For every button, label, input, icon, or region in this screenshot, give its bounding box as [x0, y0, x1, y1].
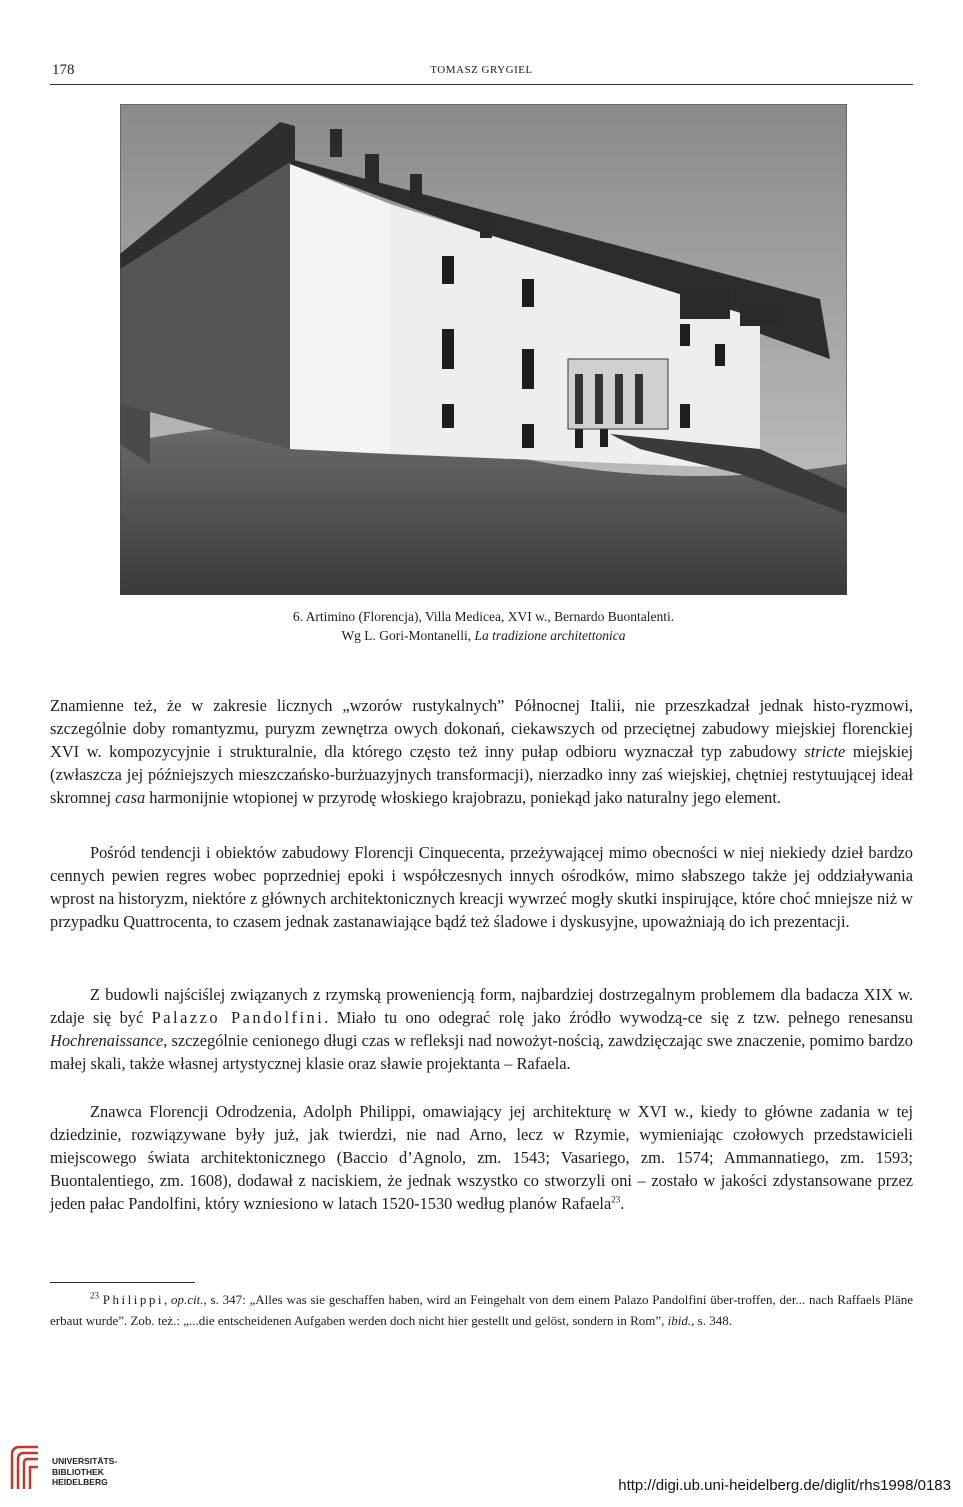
paragraph-4 [50, 1100, 913, 1215]
footnote-text2: , s. 348. [691, 1313, 732, 1328]
footnote-ibid: ibid. [667, 1313, 692, 1328]
library-line3: HEIDELBERG [52, 1477, 108, 1487]
caption-source-title: La tradizione architettonica [474, 628, 626, 643]
p3-text-e: , szczególnie cenionego długi czas w refleksji nad nowożyt-nością, zawdzięczając swe znaczenie, pomimo bardzo małej skali, także własnej artystycznej klasie oraz sławie projektanta – Rafaela. [50, 1031, 913, 1073]
p3-text-a: Z budowli najściślej związanych z rzymską proweniencją form, najbardziej dostrzegalnym problemem dla badacza XIX w. zdaje się być [50, 985, 913, 1027]
footnote-text1: , s. 347: „Alles was sie geschaffen haben, wird an Feingehalt von dem einem Palazo Pandolfini über-troffen, der... nach Raffaels Pläne erbaut wurde”. Zob. też.: „...die entscheidenen Aufgaben werden doch nicht hier gestellt und gelöst, sondern in Rom”, [50, 1292, 914, 1328]
page-header [50, 62, 913, 85]
page-number: 178 [52, 62, 75, 78]
figure-caption-line1: 6. Artimino (Florencja), Villa Medicea, XVI w., Bernardo Buontalenti. [292, 609, 675, 624]
footnote-divider [50, 1282, 195, 1283]
p1-italic-stricte: stricte [804, 742, 846, 761]
p3-text-c: . Miało tu ono odegrać rolę jako źródło wywodzą-ce się z tzw. pełnego renesansu [324, 1008, 913, 1027]
p1-text-e: harmonijnie wtopionej w przyrodę włoskiego krajobrazu, poniekąd jako naturalny jego element. [145, 788, 782, 807]
p1-text-a: Znamienne też, że w zakresie licznych „wzorów rustykalnych” Północnej Italii, nie przeszkadzał jednak histo-ryzmowi, szczególnie doby romantyzmu, puryzm zewnętrza owych dokonań, ciekawszych od przeciętnej zabudowy miejskiej florenckiej XVI w. kompozycyjnie i strukturalnie, dla którego często też inny pułap odbioru wyznaczał typ zabudowy [50, 696, 913, 761]
p1-italic-casa: casa [115, 788, 146, 807]
university-library-logo[interactable] [8, 1443, 44, 1491]
library-line1: UNIVERSITÄTS- [52, 1456, 118, 1466]
figure-caption-line2 [120, 628, 847, 644]
footnote-ref[interactable]: 23 [611, 1194, 621, 1205]
footnote-author: Philippi [102, 1292, 164, 1307]
p4-text: Znawca Florencji Odrodzenia, Adolph Philippi, omawiający jej architekturę w XVI w., kiedy to główne zadania w tej dziedzinie, rozwiązywane były już, jak twierdzi, nie nad Arno, lecz w Rzymie, wymieniając czołowych przedstawicieli miejscowego świata architektonicznego (Baccio d’Agnolo, zm. 1543; Vasariego, zm. 1574; Ammannatiego, zm. 1593; Buontalentiego, zm. 1608), dodawał z naciskiem, że jednak wszystko co stworzyli oni – zostało w jakości zdystansowane przez jeden pałac Pandolfini, który wzniesiono w latach 1520-1530 według planów Rafaela [50, 1102, 913, 1213]
p3-spaced-name: Palazzo Pandolfini [151, 1008, 325, 1027]
caption-source: Wg L. Gori-Montanelli, [341, 628, 475, 643]
villa-photograph [120, 104, 847, 595]
paragraph-1 [50, 694, 913, 809]
p1-text-c: miejskiej (zwłaszcza jej późniejszych mieszczańsko-burżuazyjnych transformacji), nierzadko inny zaś wiejskiej, chętniej restytuującej ideał skromnej [50, 742, 913, 807]
paragraph-3 [50, 983, 913, 1075]
p4-end: . [620, 1194, 625, 1213]
source-url[interactable]: http://digi.ub.uni-heidelberg.de/diglit/rhs1998/0183 [618, 1477, 951, 1494]
footnote-number: 23 [90, 1290, 99, 1301]
footnote: $^{23}$ Philippi, op.cit., s. 347: „Alles was sie geschaffen haben, wird an Feingehalt von dem einem Palazo Pandolfini über-troffen, der... nach Raffaels Pläne erbaut wurde”. Zob. też.: „...die entscheidenen Aufgaben werden doch nicht hier gestellt und gelöst, sondern in Rom”, ibid., s. 348. [50, 1290, 914, 1328]
p3-italic: Hochrenaissance [50, 1031, 164, 1050]
running-head: TOMASZ GRYGIEL [430, 64, 533, 76]
paragraph-2: Pośród tendencji i obiektów zabudowy Florencji Cinquecenta, przeżywającej mimo obecności w niej niekiedy dzieł bardzo cennych pewien regres wobec poprzedniej epoki i współczesnych innych ośrodków, mimo słabszego także jej oddziaływania wprost na historyzm, niektóre z głównych architektonicznych kreacji wywrzeć mogły skutki inspirujące, które choć mniejsze niż w przypadku Quattrocenta, to czasem jednak zastanawiające bądź też śladowe i dyskusyjne, upoważniają do ich prezentacji. [50, 843, 913, 931]
footnote-opcit: op.cit. [171, 1292, 204, 1307]
library-line2: BIBLIOTHEK [52, 1466, 104, 1477]
library-name [52, 1456, 117, 1488]
